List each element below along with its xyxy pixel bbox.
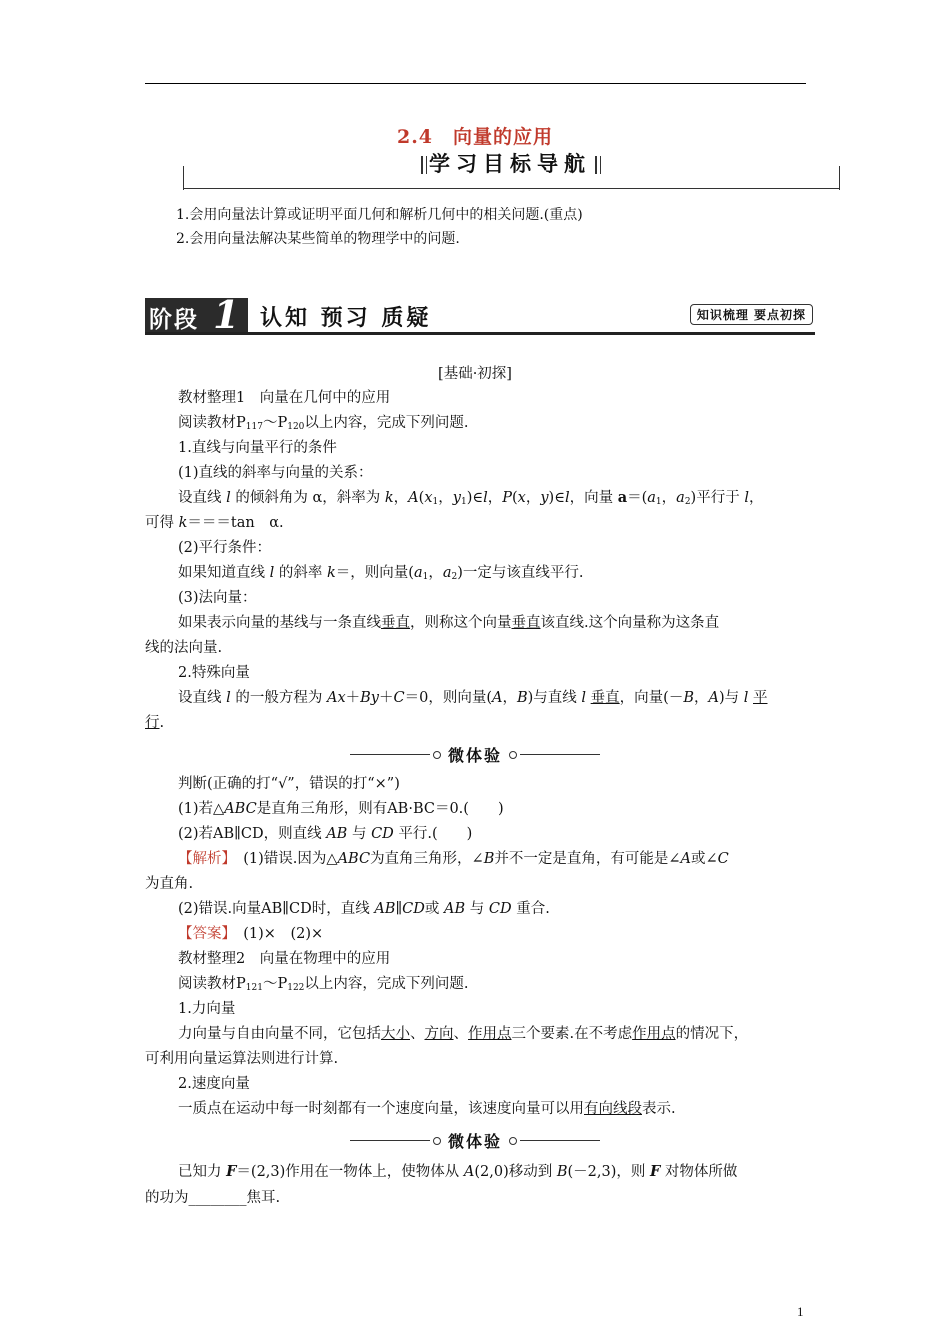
weiti-title: 微体验 [447,746,502,765]
stage-label-box [145,292,248,337]
stage-banner [145,292,815,337]
circle-icon [433,1137,441,1145]
nav-right-bar-icon [595,156,601,174]
tm2-heading: 教材整理2 向量在物理中的应用 [178,951,391,967]
tm2-h1: 1.力向量 [178,1001,236,1017]
nav-left-bar-icon [421,156,427,174]
tm1-p3: 如果知道直线 l 的斜率 k＝，则向量($a_1$，$a_2$)一定与该直线平行. [178,565,584,582]
tm1-p1: 设直线 l 的倾斜角为 α，斜率为 k，$A(x_1$，$y_1)\in l$，P(x，y)∈l，向量 $a=(a_1$，$a_2$)平行于 l， [178,489,764,507]
nav-left-cap [183,166,187,190]
objectives-nav-banner [183,152,840,192]
q2-p2: 的功为________焦耳. [145,1190,281,1206]
tm1-h1-1: (1)直线的斜率与向量的关系： [178,465,373,481]
tm2-h2: 2.速度向量 [178,1076,250,1092]
stage-tag: 知识梳理 要点初探 [690,304,813,325]
tm1-h1: 1.直线与向量平行的条件 [178,440,337,456]
weiti-title: 微体验 [447,1132,502,1151]
objective-1: 1.会用向量法计算或证明平面几何和解析几何中的相关问题.(重点) [176,207,583,223]
stage-label: 阶段 [149,307,199,333]
section-tag: [基础·初探] [438,366,512,382]
answer-label: 【答案】 [178,926,229,942]
tm2-p2: 可利用向量运算法则进行计算. [145,1051,339,1067]
weiti-divider-1 [0,743,950,765]
stage-title: 认知 预习 质疑 [260,306,432,331]
nav-rule [183,188,840,189]
tm1-p6: 设直线 l 的一般方程为 Ax＋By＋C＝0，则向量(A，B)与直线 l 垂直，向量(－B，A)与 l 平 [178,690,768,706]
q1-item-1: (1)若△ABC是直角三角形，则有AB·BC＝0.( ) [178,801,504,817]
q1-analysis-cont: 为直角. [145,876,194,892]
page-number: 1 [797,1304,804,1319]
tm1-h2: 2.特殊向量 [178,665,250,681]
page-title: 2.4 向量的应用 [396,126,554,148]
nav-right-cap [836,166,840,190]
circle-icon [433,751,441,759]
tm1-p4: 如果表示向量的基线与一条直线垂直，则称这个向量垂直该直线.这个向量称为这条直 [178,615,720,631]
tm1-p2: 可得 k＝＝＝tan α. [145,515,284,531]
weiti-rule-right [520,754,600,755]
tm1-h1-3: (3)法向量： [178,590,257,606]
answer-blank[interactable]: ________ [188,1190,247,1206]
stage-number: 1 [213,292,240,337]
nav-title: 学习目标导航 [415,152,605,176]
tm1-h1-2: (2)平行条件： [178,540,272,556]
header-rule [145,83,806,84]
q1-analysis: 【解析】 (1)错误.因为△ABC为直角三角形，∠B并不一定是直角，有可能是∠A或∠C [178,851,729,867]
weiti-rule-left [350,1140,430,1141]
tm1-p5: 线的法向量. [145,640,223,656]
circle-icon [509,751,517,759]
q1-intro: 判断(正确的打“√”，错误的打“×”) [178,776,400,792]
circle-icon [509,1137,517,1145]
analysis-label: 【解析】 [178,851,229,867]
weiti-divider-2 [0,1129,950,1151]
tm1-reading: 阅读教材$P_{117}\sim P_{120}$以上内容，完成下列问题. [178,415,469,432]
q1-answer: 【答案】 (1)× (2)× [178,926,324,942]
q1-analysis-2: (2)错误.向量AB∥CD时，直线 AB∥CD或 AB 与 CD 重合. [178,901,550,917]
tm1-heading: 教材整理1 向量在几何中的应用 [178,390,391,406]
tm1-p7: 行. [145,715,165,731]
q2-p1: 已知力 F＝(2,3)作用在一物体上，使物体从 A(2,0)移动到 B(－2,3)，则 F 对物体所做 [178,1163,738,1180]
weiti-rule-left [350,754,430,755]
tm2-p3: 一质点在运动中每一时刻都有一个速度向量，该速度向量可以用有向线段表示. [178,1101,676,1117]
weiti-rule-right [520,1140,600,1141]
objective-2: 2.会用向量法解决某些简单的物理学中的问题. [176,231,460,247]
tm2-reading: 阅读教材$P_{121}\sim P_{122}$以上内容，完成下列问题. [178,976,469,993]
tm2-p1: 力向量与自由向量不同，它包括大小、方向、作用点三个要素.在不考虑作用点的情况下， [178,1026,749,1042]
q1-item-2: (2)若AB∥CD，则直线 AB 与 CD 平行.( ) [178,826,473,842]
